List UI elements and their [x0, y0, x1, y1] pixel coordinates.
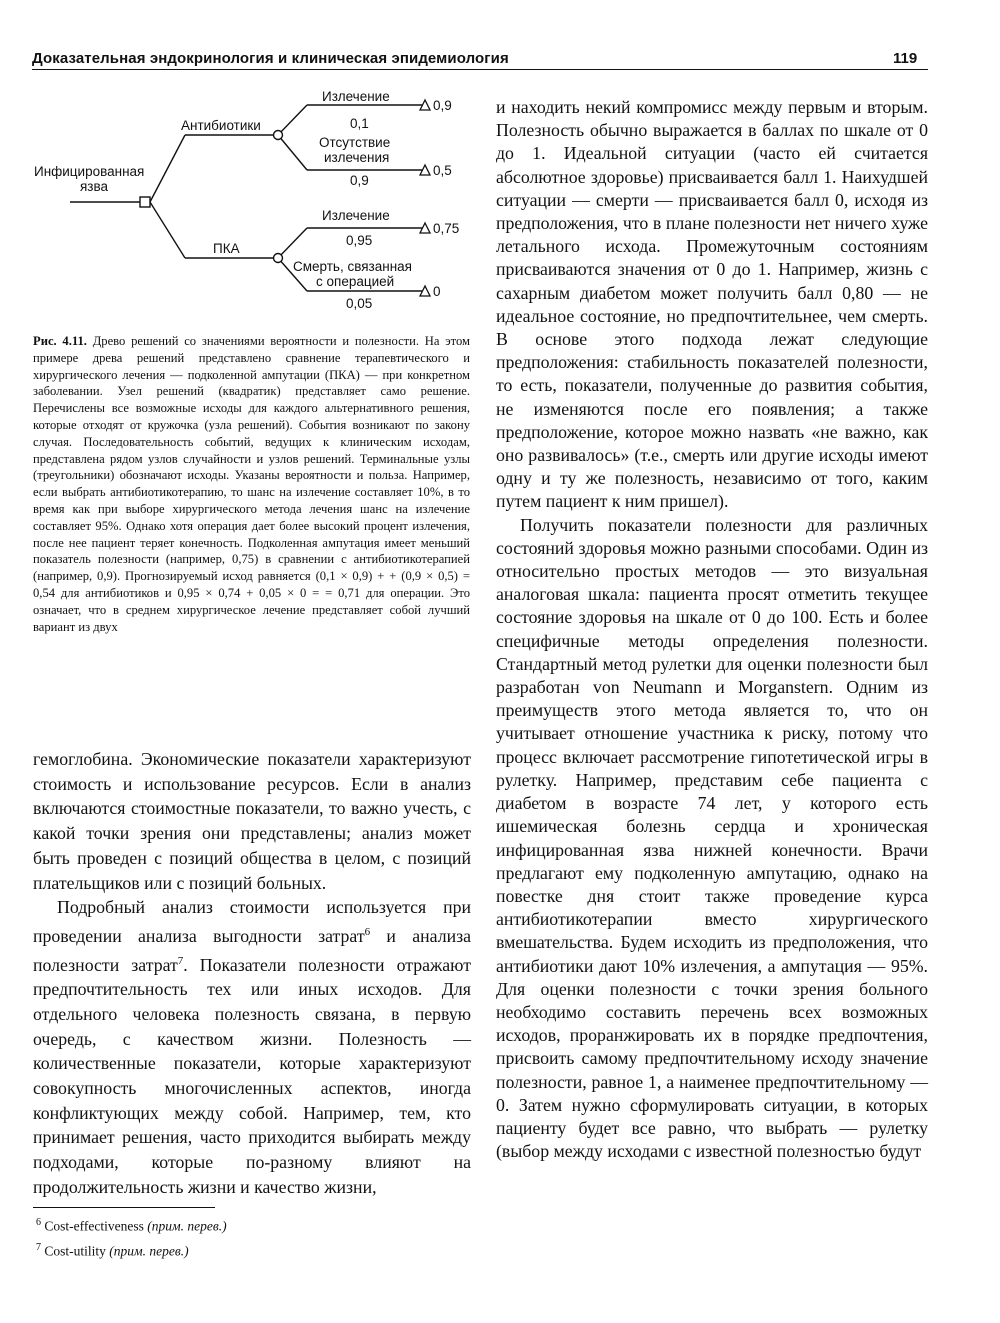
paragraph: Получить показатели полезности для различных состояний здоровья можно разными способами. Один из относительно простых методов — это визуальная аналоговая шкала: пациента просят отметить текущее состояние здоровья на шкале от 0 до 100. Есть и более специфичные методы определения полезности. Стандартный метод рулетки для оценки полезности был разработан von Neumann и Morganstern. Одним из преимуществ этого метода является то, что он учитывает отношение участника к риску, потому что процесс включает рассмотрение гипотетической игры в рулетку. Например, представим себе пациента с диабетом в возрасте 74 лет, у которого есть ишемическая болезнь сердца и хроническая инфицированная язва нижней конечности. Врачи предлагают ему подколенную ампутацию, однако на повестке дня стоит также проведение курса антибиотикотерапии вместо хирургического вмешательства. Будем исходить из предположения, что антибиотики дают 10% излечения, а ампутация — 95%. Для оценки полезности с точки зрения больного необходимо составить перечень всех возможных исходов, проранжировать их в порядке предпочтения, присвоить самому предпочтительному исходу значение полезности, равное 1, а наименее предпочтительному — 0. Затем нужно сформулировать ситуации, в которых пациенту будет все равно, что выбрать — рулетку (выбор между исходами с известной полезностью будут	[496, 514, 928, 1162]
footnote-text: Cost-utility	[44, 1243, 106, 1258]
outcome-utility: 0,75	[433, 221, 460, 236]
figure-caption-label: Рис. 4.11.	[33, 334, 87, 348]
figure-caption-text: Древо решений со значениями вероятности и полезности. На этом примере древа решений представлено сравнение терапевтического и хирургического лечения — подколенной ампутации (ПКА) — при конкретном заболевании. Узел решений (квадратик) представляет само решение. Перечислены все возможные исходы для каждого альтернативного решения, которые отходят от кружочка (узла решений). События возникают по закону случая. Последовательность событий, ведущих к клиническим исходам, представлена рядом узлов случайности и узлов решений. Терминальные узлы (треугольники) обозначают исходы. Указаны вероятности и польза. Например, если выбрать антибиотикотерапию, то шанс на излечение составляет 10%, в то время как при выборе хирургического метода лечения шанс на излечение составляет 95%. Однако хотя операция дает более высокий процент излечения, после нее пациент теряет конечность. Подколенная ампутация имеет меньший показатель полезности (например, 0,75) в сравнении с антибиотикотерапией (например, 0,9). Прогнозируемый исход равняется (0,1 × 0,9) + + (0,9 × 0,5) = 0,54 для антибиотиков и 0,95 × 0,74 + 0,05 × 0 = = 0,71 для операции. Это означает, что в среднем хирургическое лечение представляет собой лучший вариант из двух	[33, 334, 470, 634]
paragraph-text: и анализа полезности затрат	[33, 925, 472, 975]
outcome-label: Смерть, связанная	[293, 259, 412, 274]
outcome-label: Отсутствие	[319, 135, 391, 150]
right-column	[496, 96, 928, 1163]
root-label-line2: язва	[80, 179, 109, 194]
outcome-probability: 0,95	[346, 233, 373, 248]
branch-label-antibiotics: Антибиотики	[181, 118, 261, 133]
branch-label-pka: ПКА	[213, 241, 240, 256]
outcome-label: Излечение	[322, 208, 390, 223]
outcome-utility: 0	[433, 284, 441, 299]
decision-node-square	[140, 197, 150, 207]
header-rule	[32, 69, 928, 70]
paragraph: гемоглобина. Экономические показатели характеризуют стоимость и использование ресурсов. Если в анализ включаются стоимостные показатели, то важно учесть, с какой точки зрения они представлены; анализ может быть проведен с позиций общества в целом, с позиций плательщиков или с позиций больных.	[33, 749, 471, 893]
footnote-rule	[33, 1207, 215, 1208]
outcome-utility: 0,9	[433, 98, 452, 113]
outcome-label: с операцией	[316, 274, 395, 289]
footnote-mark: 6	[36, 1217, 41, 1228]
footnote-note: (прим. перев.)	[147, 1218, 227, 1234]
outcome-label: излечения	[324, 150, 390, 165]
footnotes	[36, 1212, 456, 1261]
paragraph-text: . Показатели полезности отражают предпочтительность тех или иных исходов. Для отдельного человека полезность связана, в первую очередь, с качеством жизни. Полезность — количественные показатели, которые характеризуют совокупность многочисленных аспектов, иногда конфликтующих между собой. Например, тем, кто принимает решения, часто приходится выбирать между подходами, которые по-разному влияют на продолжительность жизни и качество жизни,	[33, 954, 471, 1197]
paragraph	[33, 895, 471, 1199]
footnote	[36, 1237, 456, 1262]
outcome-probability: 0,9	[350, 173, 369, 188]
paragraph: и находить некий компромисс между первым и вторым. Полезность обычно выражается в баллах по шкале от 0 до 1. Идеальной ситуации (часто ей считается абсолютное здоровье) присваивается балл 1. Наихудшей ситуации — смерти — присваивается балл 0, исходя из предположения, что в плане полезности нет ничего хуже летального исхода. Промежуточным состояниям присваиваются значения от 0 до 1. Например, жизнь с сахарным диабетом может получить балл 0,80 — не идеальное состояние, но предпочтительнее, чем смерть. В основе этого подхода лежат следующие предположения: стабильность показателей полезности, то есть, показатели, полученные до развития события, не изменяются после его появления; а также предположение, которое можно назвать «не важно, как оно развивалось» (т.е., смерть или другие исходы имеют одну и ту же полезность, независимо от того, каким путем пациент к ним пришел).	[496, 97, 928, 512]
outcome-label: Излечение	[322, 89, 390, 104]
footnote-text: Cost-effectiveness	[44, 1218, 144, 1234]
decision-tree-figure	[30, 88, 470, 318]
footnote-ref: 7	[177, 954, 184, 967]
left-column	[33, 747, 471, 1200]
chance-node-pka	[274, 254, 283, 263]
root-label-line1: Инфицированная	[34, 164, 145, 179]
footnote-ref: 6	[364, 925, 371, 938]
outcome-utility: 0,5	[433, 163, 452, 178]
running-header-title: Доказательная эндокринология и клиническая эпидемиология	[32, 50, 509, 67]
outcome-probability: 0,1	[350, 116, 369, 131]
page-number: 119	[893, 50, 918, 67]
chance-node-antibiotics	[274, 131, 283, 140]
paragraph-text: Подробный анализ стоимости используется при проведении анализа выгодности затрат	[33, 897, 471, 946]
figure-caption	[33, 333, 470, 635]
outcome-probability: 0,05	[346, 296, 373, 311]
footnote-mark: 7	[36, 1241, 41, 1253]
footnote-note: (прим. перев.)	[109, 1243, 189, 1258]
footnote	[36, 1212, 456, 1237]
